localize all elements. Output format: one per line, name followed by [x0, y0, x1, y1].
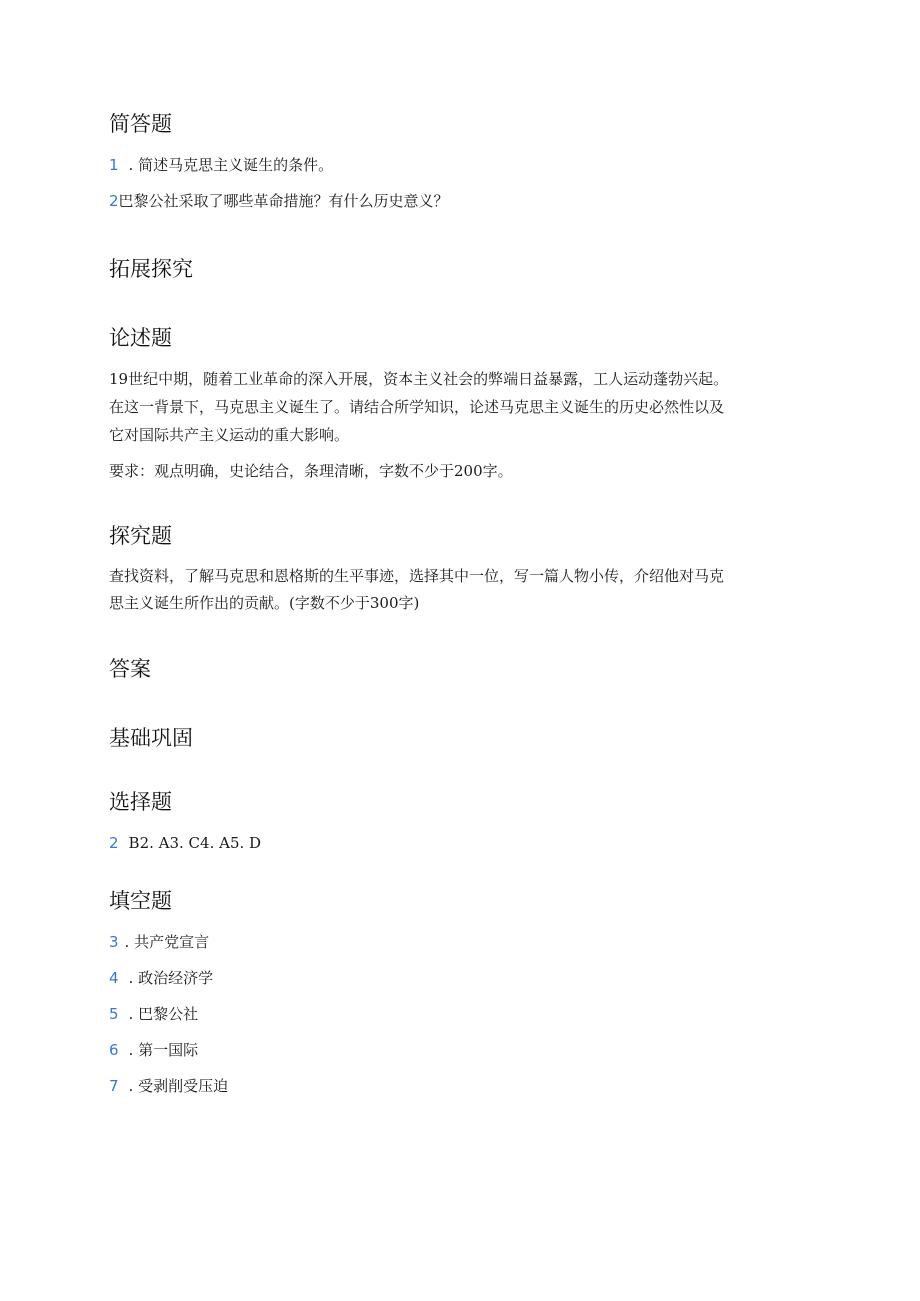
short-answer-item-1 [109, 155, 333, 175]
heading-multiple-choice: 选择题 [109, 790, 172, 814]
inquiry-line-1: 查找资料，了解马克思和恩格斯的生平事迹，选择其中一位，写一篇人物小传，介绍他对马克 [109, 567, 725, 585]
item-text: . 政治经济学 [128, 969, 214, 987]
short-answer-item-2 [109, 191, 449, 211]
heading-inquiry: 探究题 [109, 524, 172, 548]
heading-basics: 基础巩固 [109, 726, 193, 750]
fill-blank-item-3 [109, 932, 209, 952]
item-text: . 第一国际 [128, 1041, 199, 1059]
fill-blank-item-5 [109, 1004, 198, 1024]
item-text: . 巴黎公社 [128, 1005, 199, 1023]
item-number: 2 [109, 192, 119, 210]
essay-requirement: 要求：观点明确，史论结合，条理清晰，字数不少于200字。 [109, 462, 513, 480]
item-number: 3 [109, 933, 119, 951]
item-text: 巴黎公社采取了哪些革命措施？有什么历史意义？ [118, 192, 449, 210]
essay-line-2: 在这一背景下，马克思主义诞生了。请结合所学知识，论述马克思主义诞生的历史必然性以及 [109, 398, 725, 416]
heading-answers: 答案 [109, 657, 151, 681]
heading-short-answer: 简答题 [109, 112, 172, 136]
item-number: 5 [109, 1005, 119, 1023]
item-text: . 共产党宣言 [124, 933, 210, 951]
fill-blank-item-7 [109, 1076, 228, 1096]
multiple-choice-answers [109, 833, 261, 853]
item-text: . 简述马克思主义诞生的条件。 [128, 156, 334, 174]
heading-essay: 论述题 [109, 326, 172, 350]
essay-line-3: 它对国际共产主义运动的重大影响。 [109, 426, 350, 444]
item-number: 2 [109, 834, 119, 852]
heading-fill-blank: 填空题 [109, 889, 172, 913]
item-number: 6 [109, 1041, 119, 1059]
fill-blank-item-6 [109, 1040, 198, 1060]
item-number: 7 [109, 1077, 119, 1095]
heading-extension: 拓展探究 [109, 257, 193, 281]
item-number: 4 [109, 969, 119, 987]
item-number: 1 [109, 156, 119, 174]
inquiry-line-2: 思主义诞生所作出的贡献。(字数不少于300字) [109, 594, 420, 612]
item-text: . 受剥削受压迫 [128, 1077, 229, 1095]
essay-line-1: 19世纪中期，随着工业革命的深入开展，资本主义社会的弊端日益暴露，工人运动蓬勃兴起。 [109, 370, 729, 388]
item-text: B2. A3. C4. A5. D [128, 834, 262, 852]
fill-blank-item-4 [109, 968, 213, 988]
